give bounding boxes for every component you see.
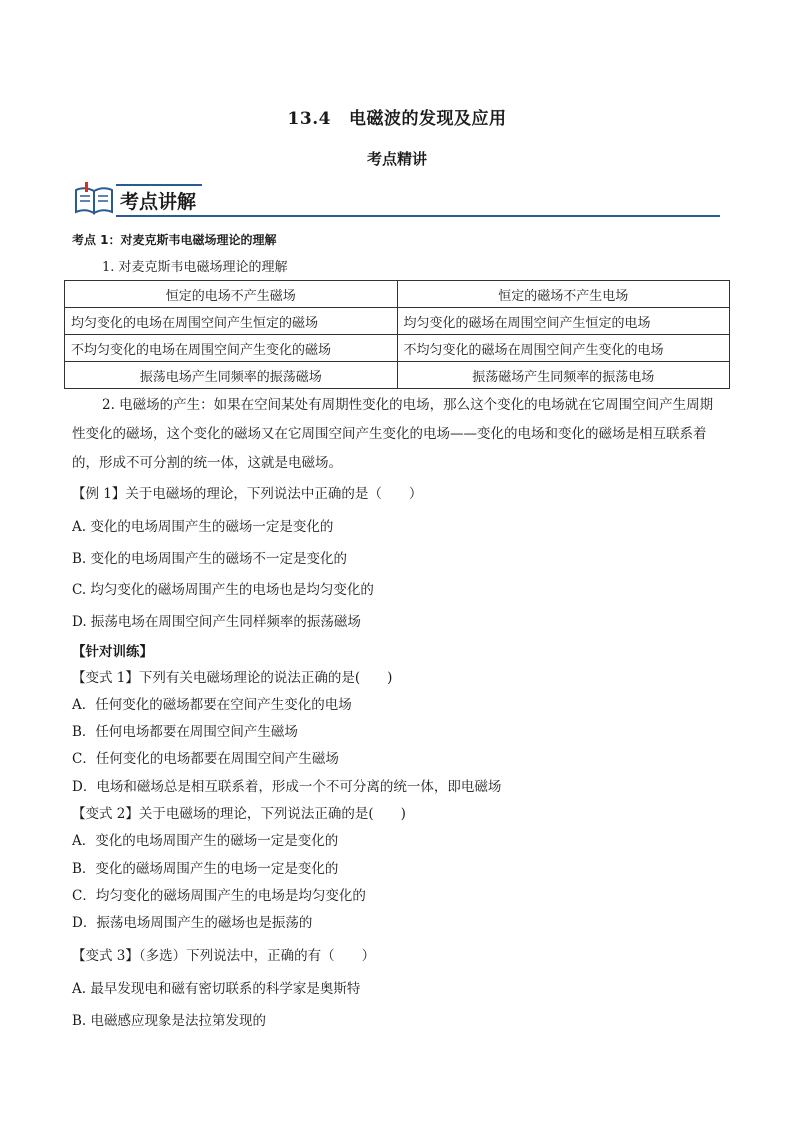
- kaodian-subheading: 1. 对麦克斯韦电磁场理论的理解: [102, 260, 288, 275]
- page-subtitle: 考点精讲: [366, 150, 427, 168]
- example-option: C. 均匀变化的磁场周围产生的电场也是均匀变化的: [72, 582, 374, 598]
- book-icon: [74, 182, 114, 216]
- table-cell: 振荡电场产生同频率的振荡磁场: [65, 362, 398, 389]
- table-row: [65, 335, 730, 362]
- variant3-option: A. 最早发现电和磁有密切联系的科学家是奥斯特: [72, 981, 361, 997]
- example-option: D. 振荡电场在周围空间产生同样频率的振荡磁场: [72, 614, 361, 630]
- variant2-option: A．变化的电场周围产生的磁场一定是变化的: [72, 833, 339, 849]
- training-heading: 【针对训练】: [72, 644, 153, 660]
- section-banner: [72, 180, 720, 220]
- banner-label: 考点讲解: [120, 191, 197, 213]
- banner-top-rule: [116, 184, 202, 186]
- example-question: 【例 1】关于电磁场的理论，下列说法中正确的是（ ）: [72, 486, 423, 502]
- table-cell: 均匀变化的电场在周围空间产生恒定的磁场: [65, 308, 398, 335]
- table-cell: 振荡磁场产生同频率的振荡电场: [397, 362, 730, 389]
- variant2-question: 【变式 2】关于电磁场的理论，下列说法正确的是( ): [72, 806, 406, 822]
- table-row: [65, 281, 730, 308]
- section-number: 13.4: [287, 109, 331, 129]
- variant1-option: D．电场和磁场总是相互联系着，形成一个不可分离的统一体，即电磁场: [72, 779, 502, 795]
- kaodian-heading: 考点 1：对麦克斯韦电磁场理论的理解: [72, 233, 277, 247]
- table-row: [65, 308, 730, 335]
- variant2-option: B．变化的磁场周围产生的电场一定是变化的: [72, 861, 339, 877]
- variant2-option: D．振荡电场周围产生的磁场也是振荡的: [72, 915, 313, 931]
- page-title: [0, 104, 794, 129]
- example-option: A. 变化的电场周围产生的磁场一定是变化的: [72, 519, 334, 535]
- variant3-option: B. 电磁感应现象是法拉第发现的: [72, 1013, 267, 1029]
- table-cell: 不均匀变化的磁场在周围空间产生变化的电场: [397, 335, 730, 362]
- field-theory-table: [64, 280, 730, 389]
- table-cell: 恒定的磁场不产生电场: [397, 281, 730, 308]
- table-cell: 恒定的电场不产生磁场: [65, 281, 398, 308]
- variant3-question: 【变式 3】（多选）下列说法中，正确的有（ ）: [72, 948, 376, 964]
- variant1-option: A．任何变化的磁场都要在空间产生变化的电场: [72, 697, 352, 713]
- banner-rule: [116, 215, 720, 217]
- variant2-option: C．均匀变化的磁场周围产生的电场是均匀变化的: [72, 888, 366, 904]
- variant1-option: B．任何电场都要在周围空间产生磁场: [72, 724, 298, 740]
- variant1-option: C．任何变化的电场都要在周围空间产生磁场: [72, 751, 339, 767]
- table-row: [65, 362, 730, 389]
- section-title: 电磁波的发现及应用: [348, 109, 507, 129]
- variant1-question: 【变式 1】下列有关电磁场理论的说法正确的是( ): [72, 670, 393, 686]
- table-cell: 不均匀变化的电场在周围空间产生变化的磁场: [65, 335, 398, 362]
- table-cell: 均匀变化的磁场在周围空间产生恒定的电场: [397, 308, 730, 335]
- example-option: B. 变化的电场周围产生的磁场不一定是变化的: [72, 551, 348, 567]
- em-field-paragraph: 2. 电磁场的产生：如果在空间某处有周期性变化的电场，那么这个变化的电场就在它周围空间产生周期性变化的磁场，这个变化的磁场又在它周围空间产生变化的电场——变化的电场和变化的磁场是相互联系着的，形成不可分割的统一体，这就是电磁场。: [72, 397, 714, 471]
